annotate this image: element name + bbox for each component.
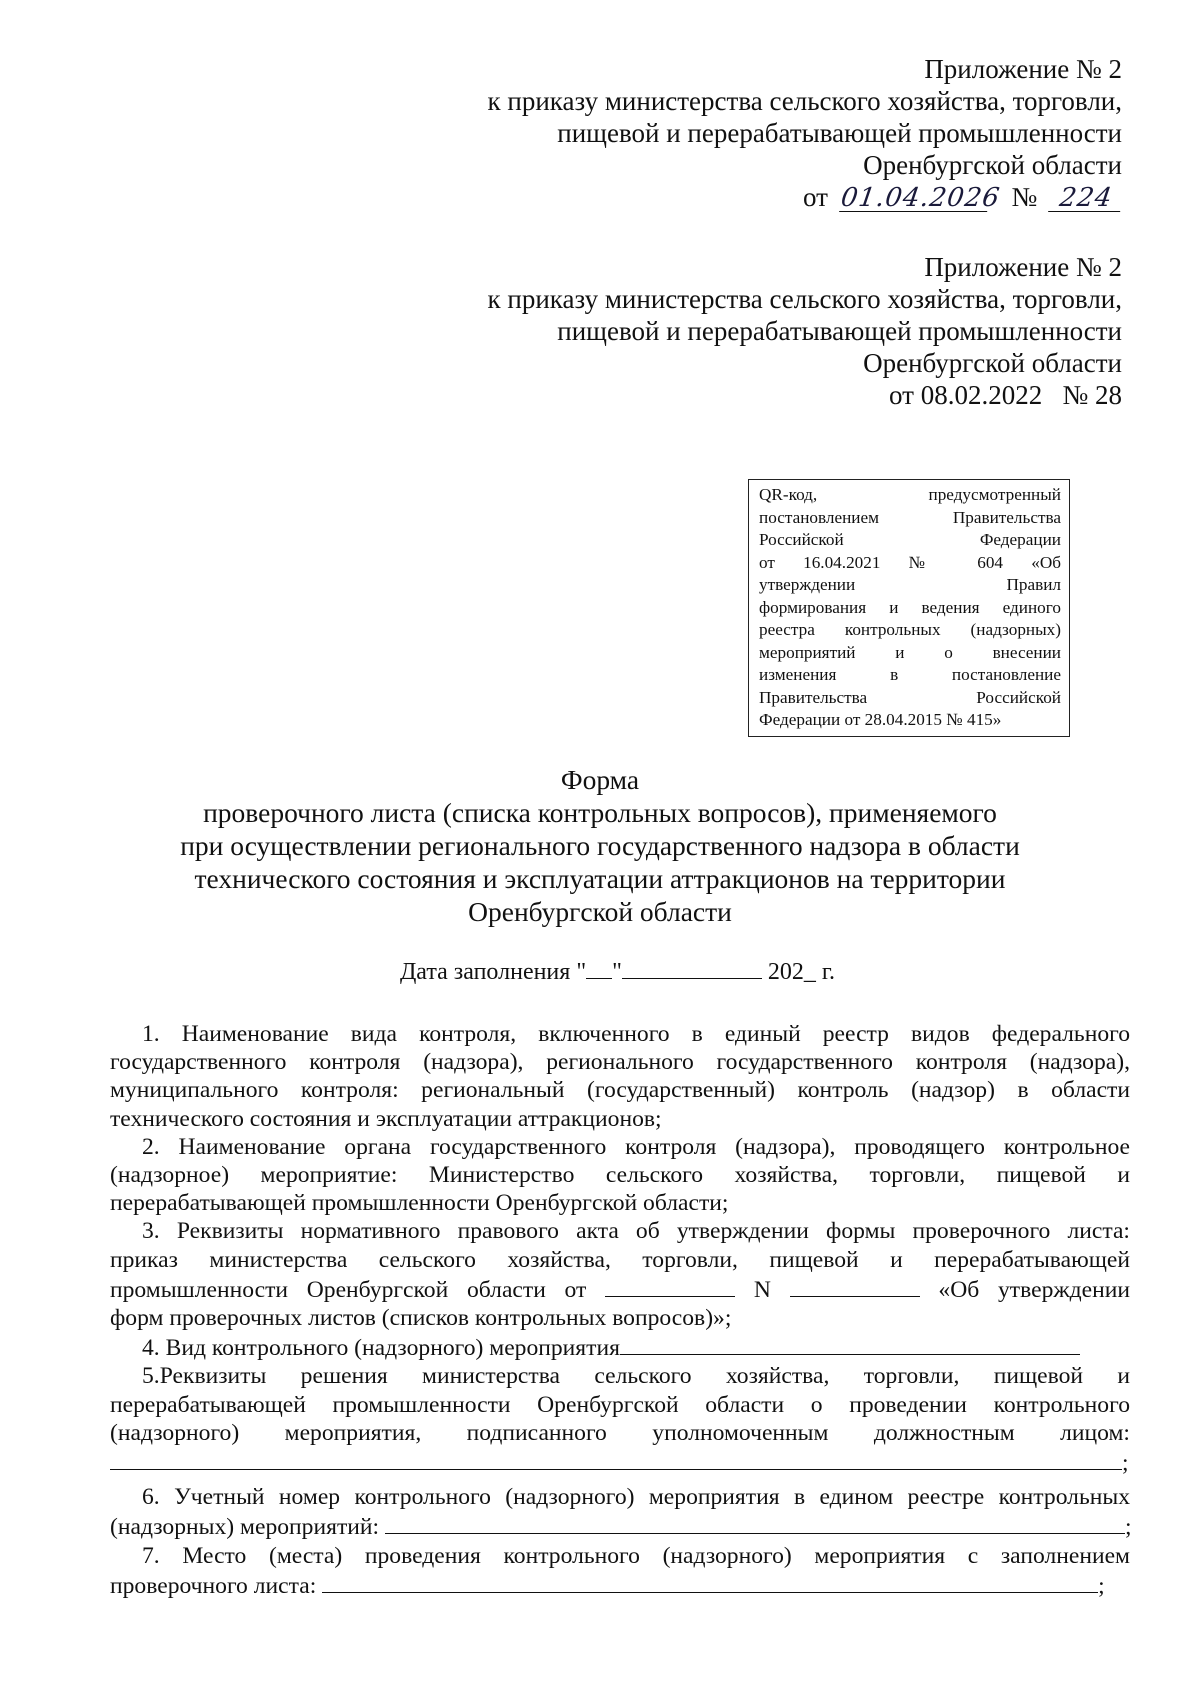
header-old-line1: к приказу министерства сельского хозяйства, торговли, (487, 284, 1122, 314)
item-line: 7. Место (места) проведения контрольного (надзорного) мероприятия с заполнением (142, 1542, 1130, 1569)
item-line: государственного контроля (надзора), регионального государственного контроля (надзора), (110, 1049, 1130, 1076)
header-old-line3: Оренбургской области (863, 348, 1122, 378)
item-line: 6. Учетный номер контрольного (надзорного) мероприятия в едином реестре контрольных (142, 1484, 1130, 1511)
header-old-title: Приложение № 2 (924, 252, 1122, 282)
item-line: муниципального контроля: региональный (государственный) контроль (надзор) в области (110, 1077, 1130, 1104)
item-line (110, 1332, 1130, 1362)
item-line (110, 1447, 1130, 1477)
fill-date-line (0, 958, 1200, 986)
header-old-date-line: от 08.02.2022 № 28 (889, 380, 1122, 410)
form-items (110, 1020, 1130, 1600)
header-new-line2: пищевой и перерабатывающей промышленности (557, 118, 1122, 148)
location-field[interactable] (322, 1570, 1098, 1593)
num-prefix: № (1011, 182, 1038, 212)
header-new-line1: к приказу министерства сельского хозяйства, торговли, (487, 86, 1122, 116)
item3-text-n: N (753, 1276, 771, 1303)
item-line: форм проверочных листов (списков контрольных вопросов)»; (110, 1305, 732, 1332)
fill-date-quote: " (612, 959, 622, 985)
item-line: перерабатывающей промышленности Оренбургской области; (110, 1190, 729, 1217)
qr-note-line: QR-код, предусмотренный (759, 485, 1061, 504)
item-line: 5.Реквизиты решения министерства сельского хозяйства, торговли, пищевой и (142, 1363, 1130, 1390)
item-2 (110, 1133, 1130, 1218)
item-line (110, 1511, 1130, 1541)
order-date-field[interactable] (605, 1274, 735, 1297)
item-line: перерабатывающей промышленности Оренбургской области о проведении контрольного (110, 1391, 1130, 1418)
item7-text: проверочного листа: (110, 1572, 317, 1599)
item-line: технического состояния и эксплуатации аттракционов; (110, 1105, 662, 1132)
qr-note-line: Правительства Российской (759, 687, 1061, 707)
item-line: (надзорное) мероприятие: Министерство сельского хозяйства, торговли, пищевой и (110, 1162, 1130, 1189)
item-line: приказ министерства сельского хозяйства, торговли, пищевой и перерабатывающей (110, 1246, 1130, 1273)
header-new-order (422, 53, 1122, 213)
item-line: 1. Наименование вида контроля, включенного в единый реестр видов федерального (142, 1021, 1130, 1047)
order-number-field[interactable] (790, 1274, 920, 1297)
form-title-line: при осуществлении регионального государственного надзора в области (180, 830, 1020, 861)
registry-number-field[interactable] (385, 1511, 1125, 1534)
form-title-line: проверочного листа (списка контрольных вопросов), применяемого (203, 797, 997, 828)
fill-month-field[interactable] (622, 958, 762, 979)
qr-note-line: мероприятий и о внесении (759, 642, 1061, 662)
qr-note-line: формирования и ведения единого (759, 597, 1061, 617)
handwritten-number: 224 (1048, 185, 1124, 212)
item-6 (110, 1483, 1130, 1541)
handwritten-date: 01.04.2026 (838, 183, 1002, 213)
form-title-line: технического состояния и эксплуатации аттракционов на территории (194, 863, 1006, 894)
item3-text-c: «Об утверждении (938, 1276, 1131, 1303)
decision-details-field[interactable] (110, 1447, 1122, 1470)
form-title (100, 763, 1100, 928)
qr-note-line: Российской Федерации (759, 530, 1061, 549)
semicolon: ; (1124, 1514, 1132, 1541)
header-old-line2: пищевой и перерабатывающей промышленности (557, 316, 1122, 346)
item-4 (110, 1332, 1130, 1362)
header-new-line3: Оренбургской области (863, 150, 1122, 180)
qr-note-line: от 16.04.2021 № 604 «Об (759, 552, 1061, 572)
item-line (110, 1570, 1130, 1600)
item3-text-a: промышленности Оренбургской области от (110, 1276, 587, 1303)
header-new-title: Приложение № 2 (924, 54, 1122, 84)
qr-note-line: утверждении Правил (759, 575, 1061, 594)
item-line: (надзорного) мероприятия, подписанного уполномоченным должностным лицом: (110, 1419, 1130, 1446)
semicolon: ; (1098, 1572, 1105, 1599)
control-type-field[interactable] (620, 1332, 1080, 1355)
qr-note-line: Федерации от 28.04.2015 № 415» (759, 710, 1002, 729)
item-line: 3. Реквизиты нормативного правового акта об утверждении формы проверочного листа: (142, 1218, 1130, 1245)
qr-note-line: изменения в постановление (759, 665, 1061, 684)
form-title-line: Оренбургской области (468, 896, 732, 927)
item-3 (110, 1217, 1130, 1332)
fill-day-field[interactable] (586, 958, 612, 979)
form-heading: Форма (560, 764, 640, 795)
fill-date-year: 202_ г. (767, 959, 836, 985)
item-line (110, 1274, 1130, 1304)
semicolon: ; (1122, 1450, 1129, 1477)
item4-text: 4. Вид контрольного (надзорного) мероприятия (142, 1335, 620, 1362)
item-1 (110, 1020, 1130, 1133)
qr-note-line: постановлением Правительства (759, 507, 1061, 527)
date-prefix: от (803, 182, 828, 212)
qr-code-note-box (748, 479, 1070, 737)
item-7 (110, 1542, 1130, 1600)
qr-note-line: реестра контрольных (надзорных) (759, 620, 1061, 639)
header-old-order (422, 251, 1122, 411)
item-line: 2. Наименование органа государственного контроля (надзора), проводящего контрольное (142, 1133, 1130, 1160)
header-new-date-line (422, 181, 1122, 213)
fill-date-label: Дата заполнения " (399, 959, 587, 985)
item6-text: (надзорных) мероприятий: (110, 1514, 380, 1541)
item-5 (110, 1362, 1130, 1477)
